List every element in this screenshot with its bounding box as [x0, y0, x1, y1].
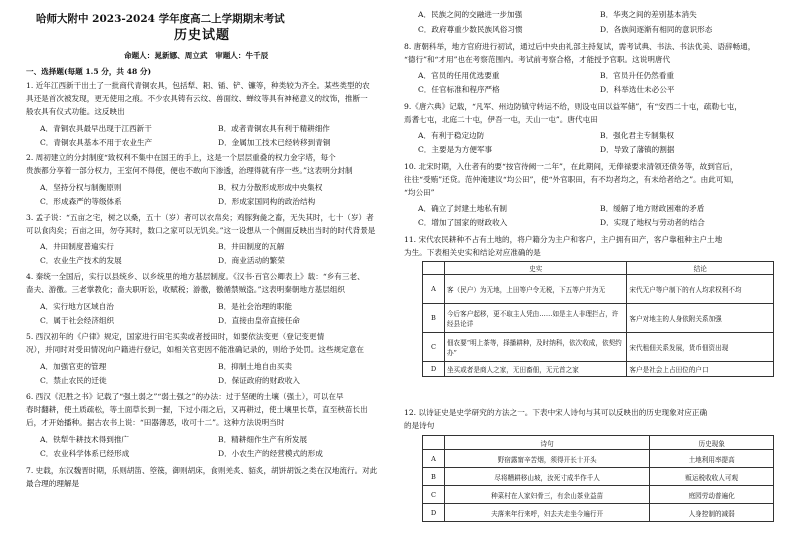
- table-header: 结论: [627, 262, 774, 275]
- cell-fact: 今后客户起移，更不取主人凭由……如是主人非理拦占，许经县论详: [444, 304, 626, 333]
- option: D．商业活动的繁荣: [218, 256, 285, 265]
- option: C．形成森严的等级体系: [40, 197, 122, 206]
- question-text: 况），并同时对受田情况向户籍进行登记，如相关官吏因不能准确记录的，则给予处罚。这些规定意在: [26, 345, 364, 354]
- option: A．实行地方区域自治: [40, 302, 114, 311]
- option: B．华夷之间的差别基本消失: [600, 10, 697, 19]
- row-label: B: [423, 304, 445, 333]
- option: D．导致了藩镇的割据: [600, 145, 675, 154]
- row-label: D: [423, 362, 445, 377]
- table-row: [423, 468, 774, 486]
- cell-fact: 坐买或者是商人之家，无田畜佃，无元首之家: [444, 362, 626, 377]
- question-text: 10. 北宋时期，入仕者有的要“按官待阙一二年”，在此期间，无俸禄要求清领还债务等，故到官后，: [404, 162, 738, 171]
- table-header-row: [423, 436, 774, 450]
- table-header: [423, 436, 445, 450]
- question-text: 具还是首次被发现，更无使用之痕。不少农具铸有云纹、兽面纹、蝉纹等具有神秘意义的纹饰，推断一: [26, 94, 368, 103]
- question-text: 可以食肉矣；百亩之田，勿夺其时，数口之家可以无饥矣。”这一设想从一个侧面反映出当时的时代背景是: [26, 226, 376, 235]
- option: A．确立了封建土地私有制: [418, 204, 508, 213]
- option: B．官员升任仍然看重: [600, 71, 674, 80]
- question-text: 11. 宋代农民耕种不占有土地的，将户籍分为主户和客户，主户拥有田产，客户靠租种主户土地: [404, 235, 723, 244]
- question-text: 春时翻耕，使土质疏松，等土面草长到一握，下过小雨之后，又再耕过，使土壤里长草，直至秧苗长出: [26, 405, 368, 414]
- question-text: 的是诗句: [404, 421, 435, 430]
- section-heading: 一、选择题(每题 1.5 分，共 48 分): [26, 67, 152, 76]
- question-text: 2. 周初建立的分封制度“致权利不集中在国王的手上，这是一个层层重叠的权力金字塔，每个: [26, 153, 336, 162]
- question-text: 啬夫、游徼。三老掌教化；啬夫职听讼，收赋税；游徼，徼循禁贼盗。”这表明秦朝地方基层组织: [26, 285, 346, 294]
- question-text: 8. 唐朝科举，地方官府进行初试，通过后中央由礼部主持复试，需考试典、书法、书法优美、语辞畅通，: [404, 42, 756, 51]
- option: D．直接由皇帝直接任命: [218, 316, 301, 325]
- question-text: 往往“受贿”还贷。范仲淹建议“均公田”，使“外官职田，有不均者均之，有未给者给之”。由此可知，: [404, 175, 739, 184]
- subject-title: 历史试题: [174, 28, 231, 43]
- option: B．井田制度的瓦解: [218, 242, 285, 251]
- option: A．青铜农具最早出现于江西新干: [40, 124, 152, 133]
- question-text: “均公田”: [404, 188, 435, 197]
- row-label: A: [423, 450, 445, 468]
- table-header: [423, 262, 445, 275]
- option: C．农业科学体系已经形成: [40, 449, 130, 458]
- option: B．抑制土地自由买卖: [218, 362, 292, 371]
- table-row: [423, 450, 774, 468]
- option: C．农业生产技术的发展: [40, 256, 122, 265]
- option: B．强化君主专制集权: [600, 131, 674, 140]
- option: D．各族间逐渐有相同的意识形态: [600, 25, 713, 34]
- cell-fact: 佃农要“明上茶等，择播耕种，及时纳科，依次收成，依契约办”: [444, 333, 626, 362]
- table-row: [423, 362, 774, 377]
- cell-phenomenon: 贩运税收收人可观: [650, 468, 774, 486]
- row-label: C: [423, 333, 445, 362]
- question-text: 最合理的理解是: [26, 479, 80, 488]
- authors-line: 命题人：晁新娜、周立武 审题人：牛千辰: [124, 51, 269, 60]
- question-text: 4. 秦统一全国后，实行以县统乡、以乡统里的地方基层制度。《汉书·百官公卿表上》载：“乡有三老、: [26, 272, 365, 281]
- table-header-row: [423, 262, 774, 275]
- cell-conclusion: 客户是社会上占田位的户口: [627, 362, 774, 377]
- option: D．实现了地权与劳动者的结合: [600, 218, 705, 227]
- option: C．青铜农具基本不用于农业生产: [40, 138, 153, 147]
- question-text: 后，才开始播种。据古农书上说：“田器薄恶，收可十二”。这种方法说明当时: [26, 418, 285, 427]
- question-text: 贵族都分享着一部分权力，王室何不得使，便也不敢向下渗透，治理得就有序一些。”这表明分封制: [26, 166, 353, 175]
- option: A．井田制度普遍实行: [40, 242, 114, 251]
- cell-conclusion: 宋代租佃关系发展，货币佃资出现: [627, 333, 774, 362]
- option: B．缓解了地方财政困难的矛盾: [600, 204, 705, 213]
- option: A．铁犁牛耕技术得到推广: [40, 435, 130, 444]
- option: D．科举选仕未必公平: [600, 85, 675, 94]
- cell-poem: 种菜村在人家妇骨三，有余山茶业益苗: [444, 486, 649, 504]
- table-q11: [422, 261, 774, 377]
- option: A．民族之间的交融进一步加强: [418, 10, 523, 19]
- question-text: “德行”和“才用”也在考察范围内。考试前考察合格，才能授予官职。这说明唐代: [404, 55, 671, 64]
- question-text: 5. 西汉初年的《户律》规定，国家进行田宅买卖或者授田时，如要依法变更（登记变更情: [26, 332, 325, 341]
- row-label: C: [423, 486, 445, 504]
- question-text: 9.《唐六典》记载，“凡军、州边防镇守转运不给，则设屯田以益军储”，有“安西二十屯，疏勒七屯，: [404, 102, 742, 111]
- cell-conclusion: 客户对地主的人身依附关系加强: [627, 304, 774, 333]
- table-row: [423, 304, 774, 333]
- table-q12: [422, 435, 774, 522]
- option: C．主要是为方便军事: [418, 145, 493, 154]
- table-header: 史实: [444, 262, 626, 275]
- cell-poem: 野宿露甯辛苦烟，须得开长十开头: [444, 450, 649, 468]
- cell-phenomenon: 人身控制的减弱: [650, 504, 774, 522]
- option: A．加强官吏的管理: [40, 362, 107, 371]
- option: D．金属加工技术已经转移到青铜: [218, 138, 331, 147]
- cell-conclusion: 宋代无户等户制下的有人均求权利不均: [627, 275, 774, 304]
- cell-fact: 客（民户）为无地，上田等户令无税，下五等户并为无: [444, 275, 626, 304]
- option: B．精耕细作生产有所发展: [218, 435, 308, 444]
- table-header: 历史现象: [650, 436, 774, 450]
- table-header: 诗句: [444, 436, 649, 450]
- question-text: 1. 近年江西新干出土了一批商代青铜农具，包括犁、耜、锸、铲、镰等，种类较为齐全。某些类型的农: [26, 81, 370, 90]
- table-row: [423, 486, 774, 504]
- question-text: 3. 孟子说：“五亩之宅，树之以桑，五十（岁）者可以衣帛矣；鸡豚狗彘之畜，无失其时，七十（岁）者: [26, 213, 374, 222]
- row-label: D: [423, 504, 445, 522]
- question-text: 12. 以诗证史是史学研究的方法之一。下表中宋人诗句与其可以反映出的历史现象对应正确: [404, 408, 708, 417]
- row-label: B: [423, 468, 445, 486]
- option: D．形成家国同构的政治结构: [218, 197, 316, 206]
- option: B．或者青铜农具有利于精耕细作: [218, 124, 330, 133]
- question-text: 为生。下表相关史实和结论对应准确的是: [404, 248, 541, 257]
- option: A．官员的任用优选要重: [418, 71, 500, 80]
- option: B．权力分散形成形成中央集权: [218, 183, 323, 192]
- option: C．属于社会经济组织: [40, 316, 115, 325]
- table-row: [423, 504, 774, 522]
- cell-poem: 尽将糟耕移山坡，汝死寸成半作千人: [444, 468, 649, 486]
- option: C．禁止农民的迁徙: [40, 376, 107, 385]
- option: D．保证政府的财政收入: [218, 376, 301, 385]
- option: B．是社会治理的职能: [218, 302, 292, 311]
- cell-poem: 夫落来年行来呼，妇去夫走坐今遍行开: [444, 504, 649, 522]
- question-text: 7. 史载，东汉魏晋时期，乐则胡笛、箜篌，御则胡床，食则羌炙、貊炙，胡饼胡饭之类在汉地流行。对此: [26, 466, 378, 475]
- option: C．任官标准和程序严格: [418, 85, 500, 94]
- question-text: 焉耆七屯，北庭二十屯，伊吾一屯，天山一屯”。唐代屯田: [404, 115, 598, 124]
- cell-phenomenon: 土地利用率提高: [650, 450, 774, 468]
- exam-title: 哈师大附中 2023-2024 学年度高二上学期期末考试: [36, 13, 285, 25]
- table-row: [423, 333, 774, 362]
- table-row: [423, 275, 774, 304]
- row-label: A: [423, 275, 445, 304]
- option: C．增加了国家的财政收入: [418, 218, 508, 227]
- option: C．政府尊重少数民族风俗习惯: [418, 25, 523, 34]
- option: D．小农生产的经营模式的形成: [218, 449, 323, 458]
- option: A．有利于稳定边防: [418, 131, 485, 140]
- cell-phenomenon: 庭园劳动普遍化: [650, 486, 774, 504]
- question-text: 般农具有仪式功能。这反映出: [26, 107, 125, 116]
- option: A．坚持分权与制衡原则: [40, 183, 122, 192]
- question-text: 6. 西汉《氾胜之书》记载了“强土弱之”“弱土强之”的办法：过于坚硬的土壤（强土），可以在早: [26, 392, 344, 401]
